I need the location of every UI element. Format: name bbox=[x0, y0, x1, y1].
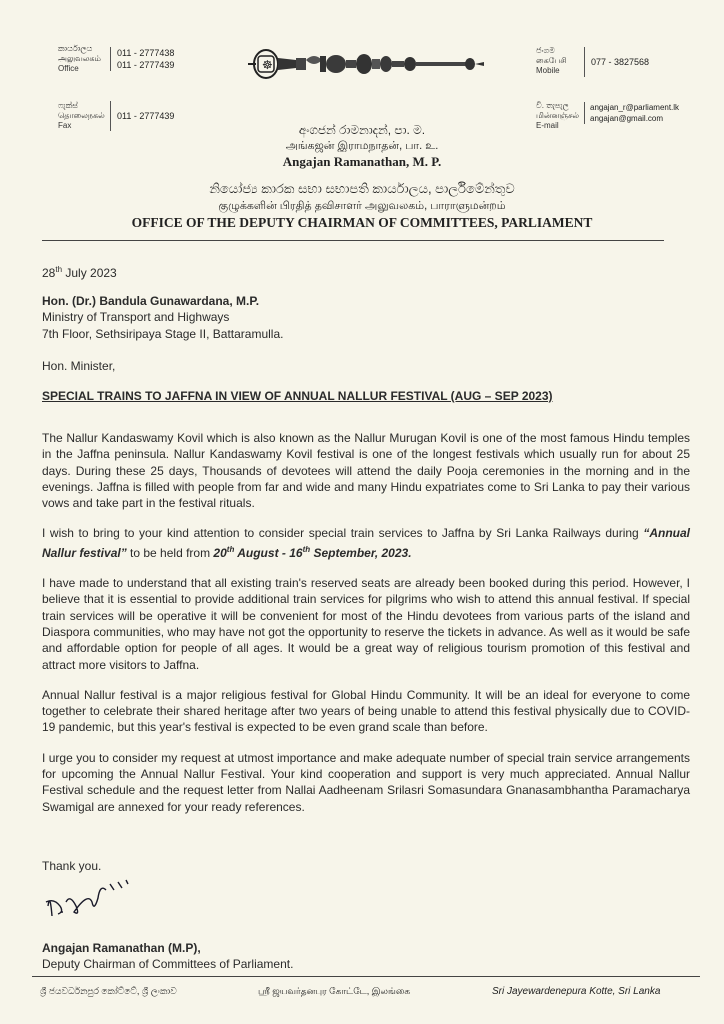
footer-english: Sri Jayewardenepura Kotte, Sri Lanka bbox=[492, 986, 661, 997]
end-day: August - 16 bbox=[234, 545, 303, 560]
mobile-phone bbox=[584, 47, 649, 77]
name-sinhala: අංගජන් රාමනාදන්, පා. ම. bbox=[298, 123, 426, 137]
date-day: 28 bbox=[42, 266, 56, 280]
signer-name: Angajan Ramanathan (M.P), bbox=[42, 941, 201, 955]
name-english: Angajan Ramanathan, M. P. bbox=[282, 154, 442, 169]
end-day-suffix: th bbox=[302, 544, 311, 554]
mobile-phone-number: 077 - 3827568 bbox=[591, 57, 650, 67]
name-block bbox=[150, 122, 574, 170]
email-address-2: angajan@gmail.com bbox=[590, 114, 664, 123]
paragraph-3: I have made to understand that all existing train's reserved seats are already been booked during this period. However, I believe that it is essential to provide additional train services for pilgrims who wish to attend this annual festival. If special train services will be operative it will be convenient for most of the Hindu devotees from various parts of the island and Diaspora communities, who may have not got the opportunity to reserve the tickets in advance. As well as it would be safe and affordable option for people of all ages. It would be a great way of religious tourism promotion of this festival and attract more visitors to Jaffna. bbox=[42, 576, 690, 672]
email-label-si: වි. තැපැල bbox=[536, 101, 569, 110]
office-title-tamil: குழுக்களின் பிரதித் தவிசாளர் அலுவலகம், பாராளுமன்றம் bbox=[218, 200, 506, 212]
fax-label bbox=[58, 101, 108, 131]
paragraph-2-mid: to be held from bbox=[126, 545, 214, 560]
office-phone-1: 011 - 2777438 bbox=[117, 48, 175, 58]
office-label-ta: அலுவலகம் bbox=[58, 54, 101, 63]
letter-date bbox=[42, 262, 117, 281]
date-suffix: th bbox=[55, 265, 63, 274]
office-label-si: කාර්යාලය bbox=[58, 44, 93, 53]
fax-label-ta: தொலைநகல் bbox=[58, 111, 105, 120]
email-addresses bbox=[584, 102, 679, 124]
footer-tamil: ஸ்ரீ ஜயவர்தனபுர கோட்டே, இலங்கை bbox=[258, 986, 411, 996]
header-divider bbox=[42, 240, 664, 241]
footer-divider bbox=[32, 976, 700, 977]
paragraph-2-intro: I wish to bring to your kind attention to consider special train services to Jaffna by Sri Lanka Railways during bbox=[42, 526, 644, 541]
recipient-ministry: Ministry of Transport and Highways bbox=[42, 310, 230, 325]
email-label-en: E-mail bbox=[536, 121, 559, 130]
office-title-sinhala: නියෝජ්‍ය කාරක සභා සභාපති කාර්යාලය, පාර්ලිමේන්තුව bbox=[209, 181, 515, 196]
office-phones bbox=[110, 47, 174, 71]
office-label bbox=[58, 44, 108, 74]
fax-label-en: Fax bbox=[58, 121, 72, 130]
handwritten-signature bbox=[40, 872, 140, 930]
office-label-en: Office bbox=[58, 64, 79, 73]
svg-text:☸: ☸ bbox=[262, 58, 273, 72]
mobile-label bbox=[536, 46, 586, 76]
paragraph-5: I urge you to consider my request at utmost importance and make adequate number of special train service arrangements for upcoming the Annual Nallur Festival. Your kind cooperation and support is very much appreciated. Annual Nallur Festival schedule and the request letter from Nallai Aadheenam Srilasri Somasundara Gnanasambhantha Paramacharya Swamigal are annexed for your ready references. bbox=[42, 750, 690, 814]
name-tamil: அங்கஜன் இராமநாதன், பா. உ. bbox=[285, 140, 439, 152]
email-label-ta: மின்னஞ்சல் bbox=[536, 111, 580, 120]
mobile-label-si: ජංගම bbox=[536, 46, 555, 55]
recipient-address bbox=[42, 293, 283, 342]
office-title-block bbox=[80, 180, 644, 232]
recipient-name: Hon. (Dr.) Bandula Gunawardana, M.P. bbox=[42, 294, 260, 308]
signer-title: Deputy Chairman of Committees of Parliament. bbox=[42, 957, 294, 972]
mobile-label-en: Mobile bbox=[536, 66, 560, 75]
office-title-english: OFFICE OF THE DEPUTY CHAIRMAN OF COMMITTEES, PARLIAMENT bbox=[131, 215, 593, 230]
fax-phone-number: 011 - 2777439 bbox=[117, 111, 175, 121]
festival-name: “Annual Nallur festival” bbox=[42, 526, 690, 560]
email-address-1: angajan_r@parliament.lk bbox=[590, 103, 680, 112]
start-day: 20 bbox=[213, 545, 227, 560]
paragraph-2 bbox=[42, 525, 690, 561]
start-day-suffix: th bbox=[226, 544, 235, 554]
office-phone-2: 011 - 2777439 bbox=[117, 60, 175, 70]
letter-body bbox=[42, 430, 690, 815]
parliament-mace-emblem bbox=[244, 38, 490, 90]
signer-block bbox=[42, 940, 293, 973]
paragraph-4: Annual Nallur festival is a major religious festival for Global Hindu Community. It will be an ideal for everyone to come together to celebrate their shared heritage after two years of being unable to attend this festival physically due to COVID-19 pandemic, but this year's festival is expected to be even grand scale than before. bbox=[42, 687, 690, 735]
salutation: Hon. Minister, bbox=[42, 359, 116, 373]
closing: Thank you. bbox=[42, 859, 102, 873]
subject-line: SPECIAL TRAINS TO JAFFNA IN VIEW OF ANNUAL NALLUR FESTIVAL (AUG – SEP 2023) bbox=[42, 389, 553, 403]
end-month-year: September, 2023. bbox=[310, 545, 412, 560]
paragraph-1: The Nallur Kandaswamy Kovil which is also known as the Nallur Murugan Kovil is one of the most famous Hindu temples in the Jaffna peninsula. Nallur Kandaswamy Kovil festival is one of the longest festivals which usually run for about 25 days. During these 25 days, Thousands of devotees will attend the daily Pooja ceremonies in the morning and in the evenings. Jaffna is filled with people from far and wide and many Hindu expatriates come to Sri Lanka to pay their various vows and take part in the festival rituals. bbox=[42, 431, 690, 511]
date-month-year: July 2023 bbox=[62, 266, 117, 280]
fax-label-si: ෆැක්ස් bbox=[58, 101, 78, 110]
recipient-street: 7th Floor, Sethsiripaya Stage II, Battaramulla. bbox=[42, 326, 284, 341]
footer-sinhala: ශ්‍රී ජයවර්ධනපුර කෝට්ටේ, ශ්‍රී ලංකාව bbox=[40, 986, 177, 996]
mobile-label-ta: கைபேசி bbox=[536, 56, 567, 65]
